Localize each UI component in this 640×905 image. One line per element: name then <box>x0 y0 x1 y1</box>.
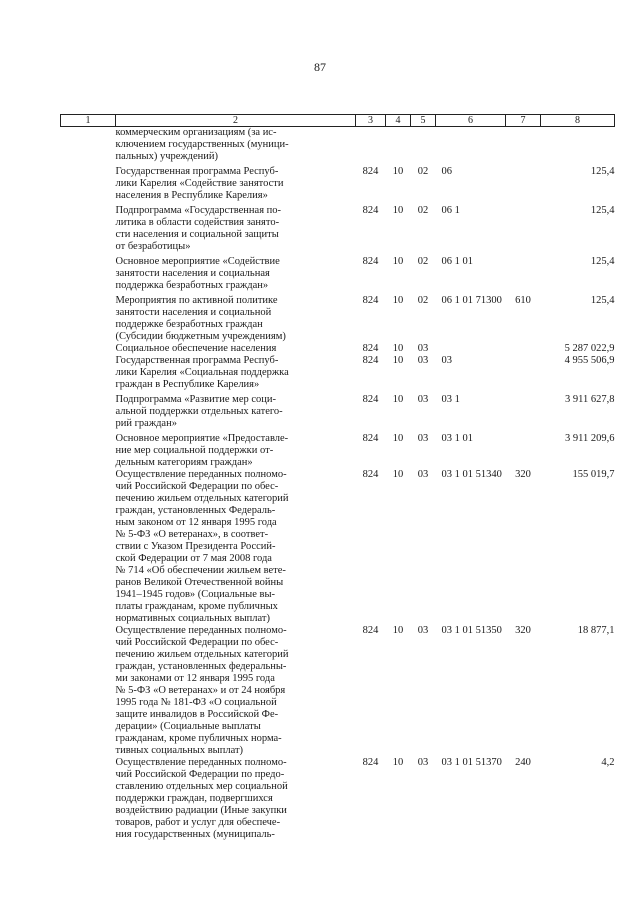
expense-type-code <box>506 127 541 164</box>
target-code: 03 1 01 <box>441 433 473 444</box>
section-code: 10 <box>392 625 404 636</box>
row-name-line: защите инвалидов в Российской Фе- <box>115 709 279 720</box>
row-name <box>116 391 356 430</box>
ministry-code: 824 <box>362 394 379 405</box>
row-name-line: товаров, работ и услуг для обеспече- <box>115 817 281 828</box>
section-code: 10 <box>392 433 404 444</box>
row-name <box>116 202 356 253</box>
expense-type-code <box>506 163 541 202</box>
ministry-code: 824 <box>362 343 379 354</box>
row-name-line: 1995 года № 181-ФЗ «О социальной <box>115 697 277 708</box>
ministry-code: 824 <box>362 433 379 444</box>
table-row <box>61 343 615 355</box>
subsection-code: 03 <box>417 355 429 366</box>
row-name-line: граждан, установленных Федераль- <box>115 505 276 516</box>
amount-value: 125,4 <box>590 166 615 177</box>
ministry-code: 824 <box>362 469 379 480</box>
row-name-line: 1941–1945 годов» (Социальные вы- <box>115 589 276 600</box>
section-code: 10 <box>392 394 404 405</box>
row-name-line: чий Российской Федерации по обес- <box>115 637 279 648</box>
row-name-line: Осуществление переданных полномо- <box>115 757 287 768</box>
expense-type-code <box>506 391 541 430</box>
expense-type-code <box>506 430 541 469</box>
empty-cell <box>61 292 116 343</box>
row-name-line: Основное мероприятие «Содействие <box>115 256 280 267</box>
subsection-code: 03 <box>417 757 429 768</box>
table-row <box>61 163 615 202</box>
section-code: 10 <box>392 256 404 267</box>
row-name-line: № 714 «Об обеспечении жильем вете- <box>115 565 286 576</box>
empty-cell <box>61 355 116 391</box>
empty-cell <box>61 202 116 253</box>
subsection-code: 03 <box>417 394 429 405</box>
row-name-line: дельным категориям граждан» <box>115 457 253 468</box>
amount-value: 125,4 <box>590 205 615 216</box>
target-code: 06 <box>441 166 452 177</box>
expense-type-code <box>506 355 541 391</box>
table-row <box>61 391 615 430</box>
amount-value: 125,4 <box>590 295 615 306</box>
row-name <box>116 253 356 292</box>
page-number: 87 <box>314 60 326 74</box>
row-name-line: Государственная программа Респуб- <box>115 166 279 177</box>
column-header: 5 <box>411 115 436 127</box>
column-header: 3 <box>356 115 386 127</box>
row-name-line: № 5-ФЗ «О ветеранах» и от 24 ноября <box>115 685 286 696</box>
row-name-line: пальных) учреждений) <box>115 151 218 162</box>
subsection-code: 03 <box>417 433 429 444</box>
target-code: 03 1 <box>441 394 460 405</box>
column-header: 2 <box>116 115 356 127</box>
row-name-line: ранов Великой Отечественной войны <box>115 577 284 588</box>
empty-cell <box>61 163 116 202</box>
section-code: 10 <box>392 757 404 768</box>
section-code: 10 <box>392 355 404 366</box>
empty-cell <box>61 127 116 164</box>
row-name <box>116 343 356 355</box>
expense-type-code <box>506 253 541 292</box>
section-code: 10 <box>392 343 404 354</box>
row-name-line: Подпрограмма «Развитие мер соци- <box>115 394 277 405</box>
table-row <box>61 469 615 625</box>
amount-value: 4 955 506,9 <box>564 355 615 366</box>
expense-type-code: 610 <box>515 295 531 306</box>
row-name-line: Мероприятия по активной политике <box>115 295 278 306</box>
section-code: 10 <box>392 205 404 216</box>
row-name-line: платы гражданам, кроме публичных <box>115 601 278 612</box>
row-name-line: сти населения и социальной защиты <box>115 229 279 240</box>
row-name-line: чий Российской Федерации по предо- <box>115 769 285 780</box>
row-name-line: № 5-ФЗ «О ветеранах», в соответ- <box>115 529 269 540</box>
amount-value: 4,2 <box>601 757 615 768</box>
target-code: 06 1 01 <box>441 256 473 267</box>
empty-cell <box>61 391 116 430</box>
expense-type-code: 320 <box>515 469 531 480</box>
row-name-line: альной поддержки отдельных катего- <box>115 406 283 417</box>
row-name-line: гражданам, кроме публичных норма- <box>115 733 282 744</box>
column-header: 7 <box>506 115 541 127</box>
row-name-line: поддержки граждан, подвергшихся <box>115 793 273 804</box>
ministry-code: 824 <box>362 205 379 216</box>
row-name-line: поддержка безработных граждан» <box>115 280 269 291</box>
target-code: 03 1 01 51340 <box>441 469 502 480</box>
row-name-line: ми законами от 12 января 1995 года <box>115 673 275 684</box>
row-name <box>116 163 356 202</box>
table-body <box>61 127 615 842</box>
section-code: 10 <box>392 295 404 306</box>
empty-cell <box>61 469 116 625</box>
row-name <box>116 292 356 343</box>
target-code: 03 1 01 51370 <box>441 757 502 768</box>
row-name-line: Подпрограмма «Государственная по- <box>115 205 282 216</box>
subsection-code: 02 <box>417 166 429 177</box>
column-header: 6 <box>436 115 506 127</box>
row-name <box>116 625 356 757</box>
target-code: 06 1 01 71300 <box>441 295 502 306</box>
column-header: 8 <box>541 115 615 127</box>
amount-value: 125,4 <box>590 256 615 267</box>
row-name-line: населения в Республике Карелия» <box>115 190 268 201</box>
ministry-code: 824 <box>362 166 379 177</box>
ministry-code: 824 <box>362 256 379 267</box>
row-name-line: ключением государственных (муници- <box>115 139 289 150</box>
target-code <box>436 127 506 164</box>
row-name-line: Государственная программа Респуб- <box>115 355 279 366</box>
empty-cell <box>61 625 116 757</box>
amount-value: 18 877,1 <box>577 625 615 636</box>
amount-value: 155 019,7 <box>572 469 615 480</box>
subsection-code: 02 <box>417 256 429 267</box>
row-name-line: ния государственных (муниципаль- <box>115 829 275 840</box>
subsection-code: 03 <box>417 469 429 480</box>
subsection-code: 02 <box>417 205 429 216</box>
row-name-line: ской Федерации от 7 мая 2008 года <box>115 553 272 564</box>
budget-table <box>60 114 615 841</box>
row-name-line: лики Карелия «Социальная поддержка <box>115 367 289 378</box>
row-name-line: Осуществление переданных полномо- <box>115 469 287 480</box>
row-name <box>116 127 356 164</box>
row-name-line: чий Российской Федерации по обес- <box>115 481 279 492</box>
row-name-line: печению жильем отдельных категорий <box>115 493 289 504</box>
ministry-code: 824 <box>362 757 379 768</box>
row-name-line: рий граждан» <box>115 418 177 429</box>
amount-value: 5 287 022,9 <box>564 343 615 354</box>
row-name-line: граждан в Республике Карелия» <box>115 379 260 390</box>
target-code: 03 <box>441 355 452 366</box>
table-row <box>61 292 615 343</box>
subsection-code <box>411 127 436 164</box>
row-name-line: Социальное обеспечение населения <box>115 343 277 354</box>
section-code: 10 <box>392 166 404 177</box>
table-row <box>61 253 615 292</box>
subsection-code: 03 <box>417 625 429 636</box>
row-name <box>116 757 356 841</box>
table-row <box>61 355 615 391</box>
row-name-line: тивных социальных выплат) <box>115 745 244 756</box>
row-name-line: печению жильем отдельных категорий <box>115 649 289 660</box>
row-name-line: ным законом от 12 января 1995 года <box>115 517 277 528</box>
ministry-code: 824 <box>362 355 379 366</box>
row-name-line: Осуществление переданных полномо- <box>115 625 287 636</box>
amount-value <box>541 127 615 164</box>
target-code <box>436 343 506 355</box>
amount-value: 3 911 209,6 <box>565 433 615 444</box>
row-name-line: ствии с Указом Президента Россий- <box>115 541 276 552</box>
subsection-code: 03 <box>417 343 429 354</box>
expense-type-code: 240 <box>515 757 531 768</box>
row-name <box>116 469 356 625</box>
ministry-code: 824 <box>362 625 379 636</box>
ministry-code: 824 <box>362 295 379 306</box>
column-header: 4 <box>386 115 411 127</box>
row-name-line: коммерческим организациям (за ис- <box>115 127 277 138</box>
row-name-line: занятости населения и социальной <box>115 307 272 318</box>
row-name-line: дерации» (Социальные выплаты <box>115 721 261 732</box>
row-name-line: поддержке безработных граждан <box>115 319 263 330</box>
subsection-code: 02 <box>417 295 429 306</box>
section-code: 10 <box>392 469 404 480</box>
row-name-line: (Субсидии бюджетным учреждениям) <box>115 331 286 342</box>
empty-cell <box>61 343 116 355</box>
row-name-line: ставлению отдельных мер социальной <box>115 781 288 792</box>
empty-cell <box>61 253 116 292</box>
table-header-row <box>61 115 615 127</box>
target-code: 03 1 01 51350 <box>441 625 502 636</box>
expense-type-code <box>506 343 541 355</box>
row-name-line: занятости населения и социальная <box>115 268 270 279</box>
empty-cell <box>61 430 116 469</box>
section-code <box>386 127 411 164</box>
table-row <box>61 757 615 841</box>
row-name-line: нормативных социальных выплат) <box>115 613 270 624</box>
table-row <box>61 430 615 469</box>
row-name-line: литика в области содействия занято- <box>115 217 280 228</box>
row-name <box>116 430 356 469</box>
row-name-line: граждан, установленных федеральны- <box>115 661 287 672</box>
table-row <box>61 127 615 164</box>
empty-cell <box>61 757 116 841</box>
ministry-code <box>356 127 386 164</box>
row-name-line: ние мер социальной поддержки от- <box>115 445 274 456</box>
expense-type-code <box>506 202 541 253</box>
row-name-line: воздействию радиации (Иные закупки <box>115 805 287 816</box>
row-name-line: от безработицы» <box>115 241 191 252</box>
row-name <box>116 355 356 391</box>
amount-value: 3 911 627,8 <box>565 394 615 405</box>
expense-type-code: 320 <box>515 625 531 636</box>
target-code: 06 1 <box>441 205 460 216</box>
table-row <box>61 202 615 253</box>
column-header: 1 <box>61 115 116 127</box>
table-row <box>61 625 615 757</box>
row-name-line: лики Карелия «Содействие занятости <box>115 178 284 189</box>
row-name-line: Основное мероприятие «Предоставле- <box>115 433 289 444</box>
